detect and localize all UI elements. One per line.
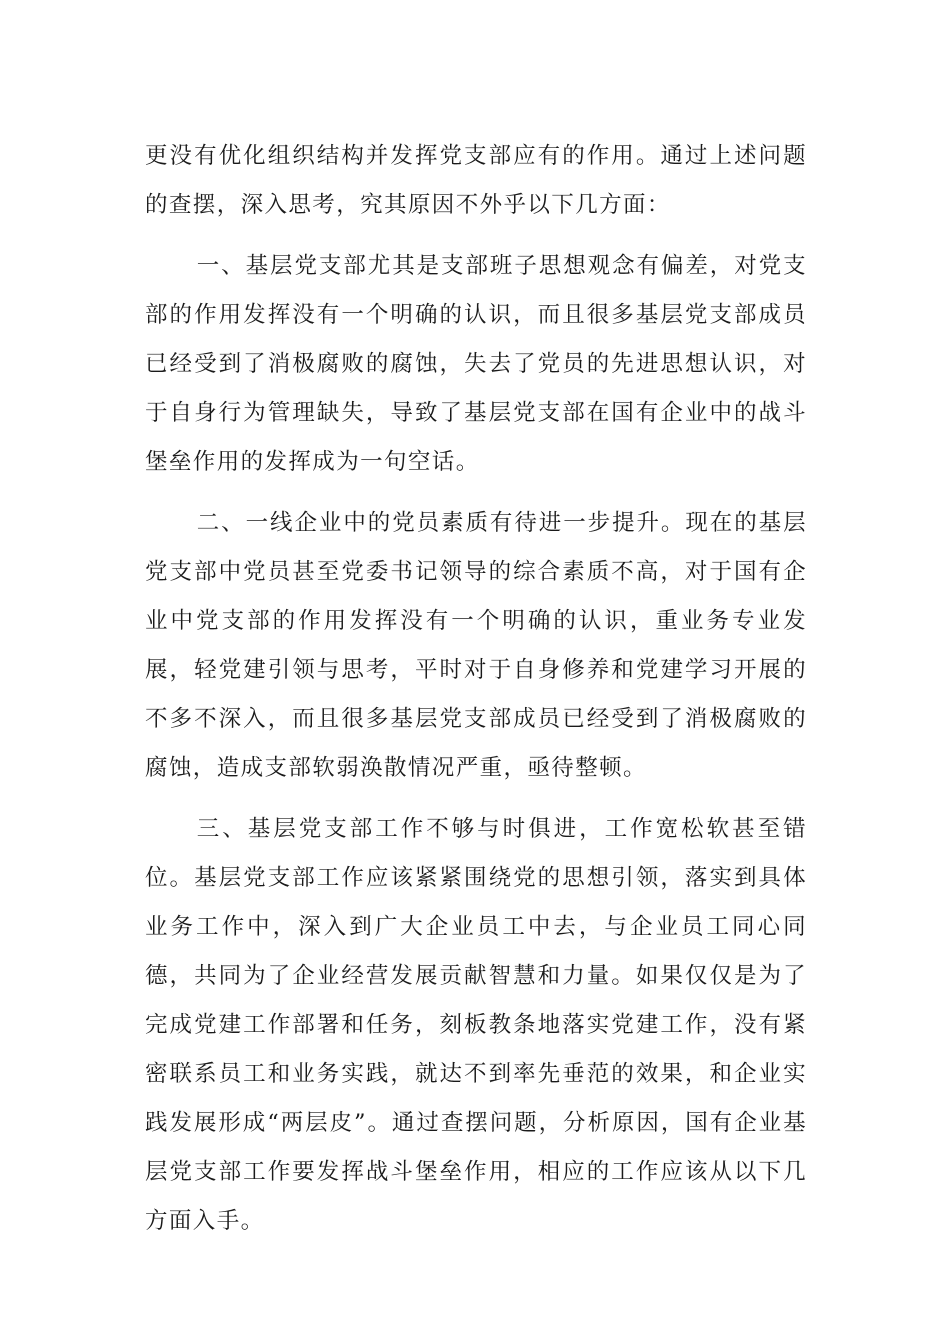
paragraph-continuation: 更没有优化组织结构并发挥党支部应有的作用。通过上述问题的查摆，深入思考，究其原因不外乎以下几方面： xyxy=(145,143,807,218)
paragraph-point-two: 二、一线企业中的党员素质有待进一步提升。现在的基层党支部中党员甚至党委书记领导的综合素质不高，对于国有企业中党支部的作用发挥没有一个明确的认识，重业务专业发展，轻党建引领与思考，平时对于自身修养和党建学习开展的不多不深入，而且很多基层党支部成员已经受到了消极腐败的腐蚀，造成支部软弱涣散情况严重，亟待整顿。 xyxy=(145,510,807,781)
paragraph-point-three: 三、基层党支部工作不够与时俱进，工作宽松软甚至错位。基层党支部工作应该紧紧围绕党的思想引领，落实到具体业务工作中，深入到广大企业员工中去，与企业员工同心同德，共同为了企业经营发展贡献智慧和力量。如果仅仅是为了完成党建工作部署和任务，刻板教条地落实党建工作，没有紧密联系员工和业务实践，就达不到率先垂范的效果，和企业实践发展形成“两层皮”。通过查摆问题，分析原因，国有企业基层党支部工作要发挥战斗堡垒作用，相应的工作应该从以下几方面入手。 xyxy=(145,816,807,1234)
document-body xyxy=(145,132,807,1258)
paragraph-point-one: 一、基层党支部尤其是支部班子思想观念有偏差，对党支部的作用发挥没有一个明确的认识，而且很多基层党支部成员已经受到了消极腐败的腐蚀，失去了党员的先进思想认识，对于自身行为管理缺失，导致了基层党支部在国有企业中的战斗堡垒作用的发挥成为一句空话。 xyxy=(145,253,807,475)
